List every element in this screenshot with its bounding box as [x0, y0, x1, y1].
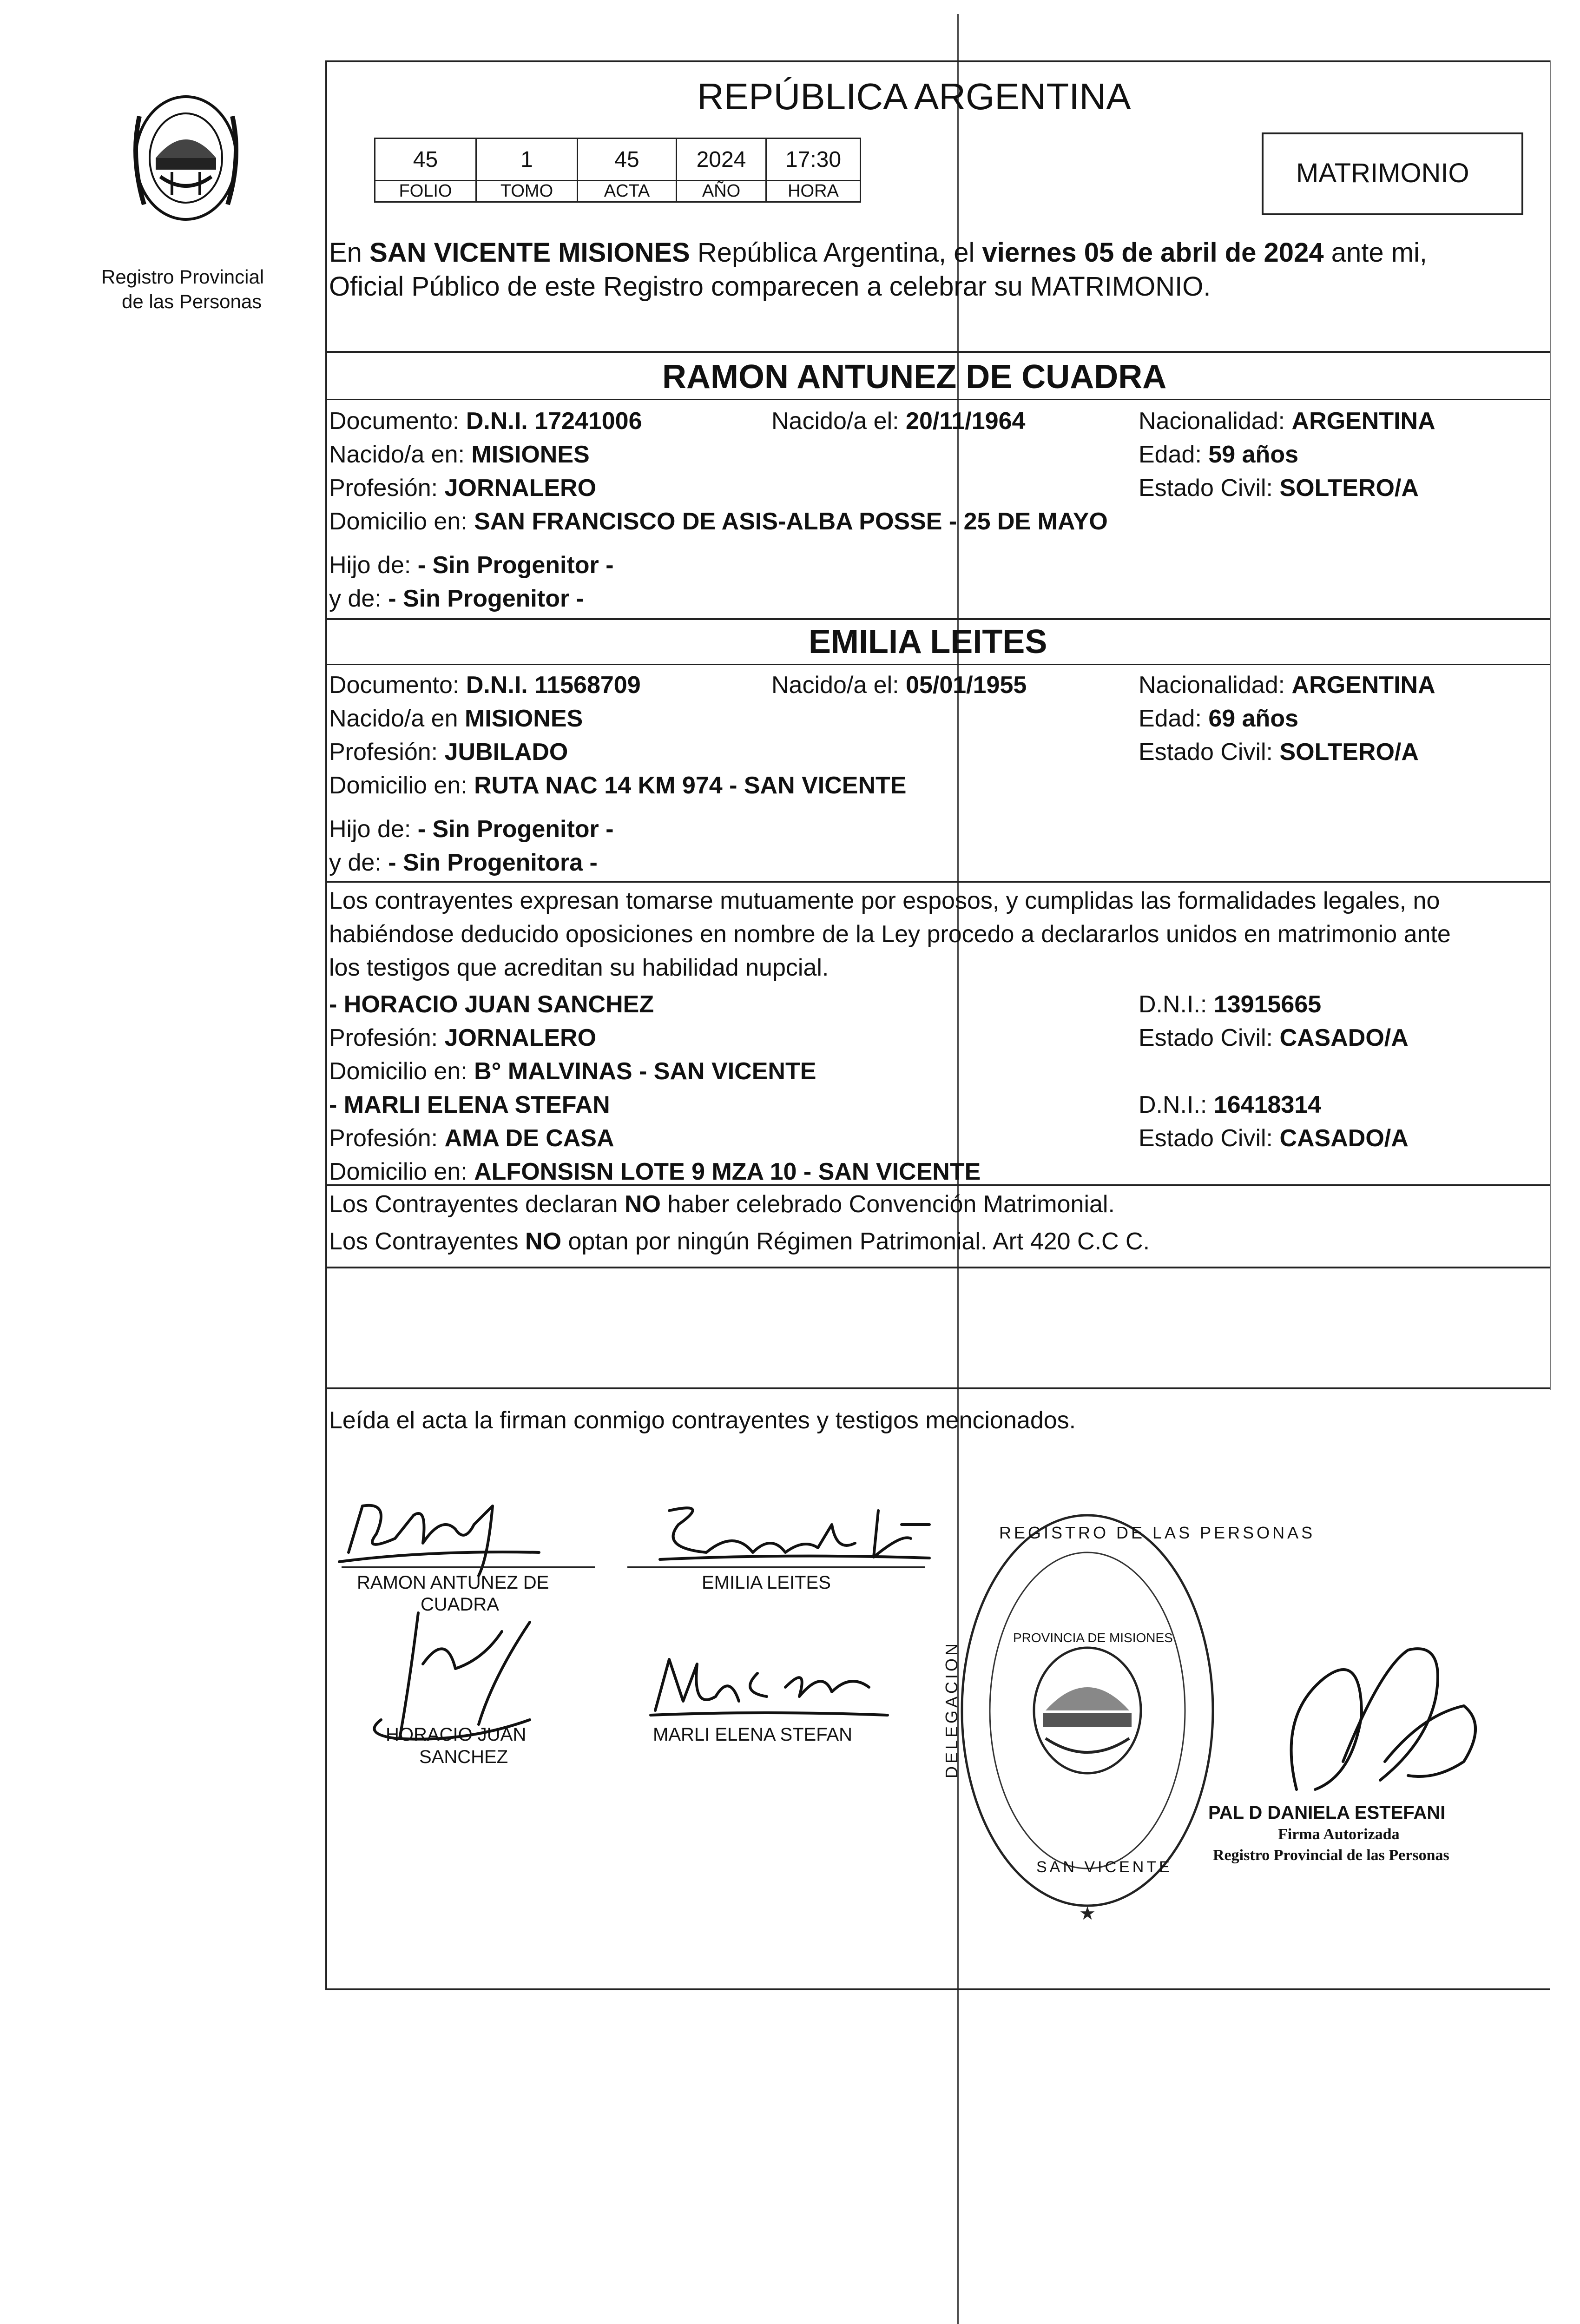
spouse2-address: Domicilio en: RUTA NAC 14 KM 974 - SAN VICENTE	[329, 772, 907, 799]
registry-table	[374, 138, 861, 203]
witness1-profession: Profesión: JORNALERO	[329, 1024, 597, 1051]
seal-left-text: DELEGACION	[942, 1640, 961, 1779]
spouse1-born: Nacido/a el: 20/11/1964	[771, 408, 1026, 435]
folio-value: 45	[375, 139, 476, 181]
witness1-civil-status: Estado Civil: CASADO/A	[1139, 1024, 1409, 1051]
page-title: REPÚBLICA ARGENTINA	[697, 76, 1131, 117]
signature-label-4: MARLI ELENA STEFAN	[653, 1724, 853, 1745]
spouse2-father: Hijo de: - Sin Progenitor -	[329, 816, 614, 843]
intro-date: viernes 05 de abril de 2024	[982, 238, 1324, 268]
divider-after-intro	[325, 351, 1550, 353]
spouse1-name: RAMON ANTUNEZ DE CUADRA	[662, 358, 1167, 396]
divider-after-spouse1	[325, 618, 1550, 620]
witness1-name: - HORACIO JUAN SANCHEZ	[329, 991, 654, 1018]
signature-label-2: EMILIA LEITES	[702, 1572, 831, 1593]
note-regime: Los Contrayentes NO optan por ningún Régimen Patrimonial. Art 420 C.C C.	[329, 1228, 1150, 1255]
closing-statement: Leída el acta la firman conmigo contrayentes y testigos mencionados.	[329, 1407, 1076, 1434]
spouse1-address: Domicilio en: SAN FRANCISCO DE ASIS-ALBA POSSE - 25 DE MAYO	[329, 508, 1108, 535]
spouse1-name-rule	[325, 399, 1550, 400]
spouse2-doc: Documento: D.N.I. 11568709	[329, 672, 641, 699]
witness1-dni: D.N.I.: 13915665	[1139, 991, 1322, 1018]
officer-office: Registro Provincial de las Personas	[1213, 1847, 1449, 1864]
declaration-line-1: Los contrayentes expresan tomarse mutuamente por esposos, y cumplidas las formalidades legales, no	[329, 887, 1440, 914]
frame-right-border	[1550, 60, 1551, 1390]
spouse1-father: Hijo de: - Sin Progenitor -	[329, 552, 614, 579]
svg-text:★: ★	[1079, 1903, 1096, 1924]
logo-caption-1: Registro Provincial	[101, 266, 264, 288]
spouse2-name: EMILIA LEITES	[809, 623, 1047, 660]
divider-before-closing	[325, 1387, 1550, 1389]
spouse1-age: Edad: 59 años	[1139, 441, 1298, 468]
official-seal	[942, 1506, 1316, 1924]
spouse2-birthplace: Nacido/a en MISIONES	[329, 705, 583, 732]
frame-bottom	[325, 1988, 1550, 1990]
signature-label-3a: HORACIO JUAN	[386, 1724, 527, 1745]
acta-label: ACTA	[578, 181, 677, 202]
spouse2-civil-status: Estado Civil: SOLTERO/A	[1139, 739, 1419, 766]
note-convention: Los Contrayentes declaran NO haber celebrado Convención Matrimonial.	[329, 1191, 1115, 1218]
signature-spouse1	[335, 1497, 576, 1580]
seal-outer-text: REGISTRO DE LAS PERSONAS	[999, 1523, 1316, 1542]
witness2-address: Domicilio en: ALFONSISN LOTE 9 MZA 10 - SAN VICENTE	[329, 1158, 981, 1185]
act-type: MATRIMONIO	[1296, 158, 1469, 188]
spouse1-profession: Profesión: JORNALERO	[329, 475, 597, 502]
intro-place: SAN VICENTE MISIONES	[369, 238, 690, 268]
provincial-logo	[121, 88, 251, 228]
divider-after-notes	[325, 1267, 1550, 1268]
spouse2-name-rule	[325, 664, 1550, 665]
spouse1-doc: Documento: D.N.I. 17241006	[329, 408, 642, 435]
witness2-name: - MARLI ELENA STEFAN	[329, 1091, 610, 1118]
signature-label-3b: SANCHEZ	[419, 1747, 508, 1767]
logo-caption-2: de las Personas	[122, 290, 262, 312]
act-type-box	[1262, 132, 1523, 215]
officer-name: PAL D DANIELA ESTEFANI	[1208, 1802, 1446, 1823]
signature-label-1b: CUADRA	[421, 1594, 499, 1615]
intro-line-2: Oficial Público de este Registro comparecen a celebrar su MATRIMONIO.	[329, 271, 1211, 302]
hora-label: HORA	[766, 181, 861, 202]
hora-value: 17:30	[766, 139, 861, 181]
signature-witness2	[646, 1645, 906, 1724]
witness2-civil-status: Estado Civil: CASADO/A	[1139, 1125, 1409, 1152]
signature-officer	[1269, 1622, 1492, 1817]
intro-line-1: En SAN VICENTE MISIONES República Argentina, el viernes 05 de abril de 2024 ante mi,	[329, 238, 1428, 268]
anio-label: AÑO	[677, 181, 766, 202]
signature-label-1a: RAMON ANTUNEZ DE	[357, 1572, 549, 1593]
frame-top	[325, 60, 1550, 62]
seal-inner-text: PROVINCIA DE MISIONES	[1013, 1631, 1173, 1645]
spouse2-mother: y de: - Sin Progenitora -	[329, 849, 598, 876]
signature-spouse2	[651, 1497, 948, 1571]
folio-label: FOLIO	[375, 181, 476, 202]
witness2-profession: Profesión: AMA DE CASA	[329, 1125, 614, 1152]
acta-value: 45	[578, 139, 677, 181]
spouse2-nationality: Nacionalidad: ARGENTINA	[1139, 672, 1435, 699]
divider-after-spouse2	[325, 881, 1550, 883]
declaration-line-2: habiéndose deducido oposiciones en nombre de la Ley procedo a declararlos unidos en matrimonio ante	[329, 921, 1451, 948]
seal-bottom-text: SAN VICENTE	[1036, 1858, 1172, 1876]
anio-value: 2024	[677, 139, 766, 181]
spouse1-mother: y de: - Sin Progenitor -	[329, 585, 584, 612]
spouse2-born: Nacido/a el: 05/01/1955	[771, 672, 1027, 699]
tomo-label: TOMO	[476, 181, 578, 202]
spouse1-nationality: Nacionalidad: ARGENTINA	[1139, 408, 1435, 435]
declaration-line-3: los testigos que acreditan su habilidad nupcial.	[329, 954, 829, 981]
witness2-dni: D.N.I.: 16418314	[1139, 1091, 1322, 1118]
officer-role: Firma Autorizada	[1278, 1826, 1400, 1843]
witness1-address: Domicilio en: B° MALVINAS - SAN VICENTE	[329, 1058, 816, 1085]
spouse2-profession: Profesión: JUBILADO	[329, 739, 568, 766]
spouse1-birthplace: Nacido/a en: MISIONES	[329, 441, 590, 468]
spouse2-age: Edad: 69 años	[1139, 705, 1298, 732]
frame-left-border	[325, 60, 327, 1989]
signature-line-1	[342, 1566, 595, 1568]
signature-line-2	[627, 1566, 925, 1568]
tomo-value: 1	[476, 139, 578, 181]
spouse1-civil-status: Estado Civil: SOLTERO/A	[1139, 475, 1419, 502]
